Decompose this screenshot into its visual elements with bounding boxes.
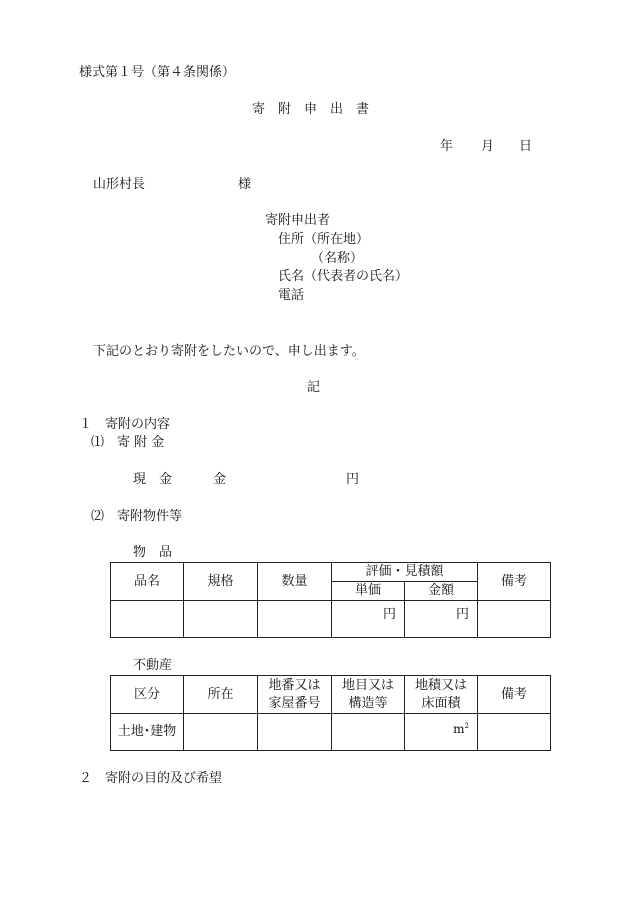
applicant-heading: 寄附申出者 <box>265 213 331 228</box>
document-title: 寄 附 申 出 書 <box>252 102 370 117</box>
goods-header-total: 金額 <box>405 582 478 601</box>
goods-unit-price-cell[interactable] <box>332 601 405 638</box>
section2-title: ２ 寄附の目的及び希望 <box>79 771 223 786</box>
goods-table <box>110 562 551 638</box>
goods-total-cell[interactable] <box>405 601 478 638</box>
realestate-header-location: 所在 <box>184 676 258 714</box>
applicant-person-label: 氏名（代表者の氏名） <box>278 269 409 284</box>
area-unit-sup: 2 <box>464 722 469 730</box>
goods-header-qty: 数量 <box>258 563 332 601</box>
donation-money-title: ⑴ 寄 附 金 <box>91 435 165 450</box>
statement-text: 下記のとおり寄附をしたいので、申し出ます。 <box>93 344 365 359</box>
type-line1: 地目又は <box>341 677 394 693</box>
addressee-honorific: 様 <box>238 177 252 192</box>
goods-header-item: 品名 <box>111 563 184 601</box>
yen-unit: 円 <box>346 472 360 487</box>
goods-caption: 物 品 <box>133 545 173 560</box>
applicant-phone-label: 電話 <box>278 288 305 303</box>
date-month: 月 <box>481 139 495 154</box>
goods-qty-cell[interactable] <box>258 601 332 638</box>
goods-header-valuation: 評価・見積額 <box>332 563 478 582</box>
amount-label: 金 <box>213 472 227 487</box>
date-day: 日 <box>519 139 533 154</box>
yen-unit: 円 <box>382 607 396 622</box>
goods-spec-cell[interactable] <box>184 601 258 638</box>
form-number: 様式第１号（第４条関係） <box>79 65 236 80</box>
realestate-header-remarks: 備考 <box>478 676 551 714</box>
realestate-location-cell[interactable] <box>184 714 258 751</box>
lot-line1: 地番又は <box>268 677 321 693</box>
realestate-header-area <box>405 676 478 714</box>
realestate-header-category: 区分 <box>111 676 184 714</box>
lot-line2: 家屋番号 <box>268 695 321 711</box>
date-year: 年 <box>440 139 454 154</box>
goods-remarks-cell[interactable] <box>478 601 551 638</box>
cash-label: 現 金 <box>133 472 173 487</box>
yen-unit: 円 <box>456 607 470 622</box>
realestate-category-cell: 土地･建物 <box>111 714 184 751</box>
applicant-address-label: 住所（所在地） <box>278 232 370 247</box>
goods-header-remarks: 備考 <box>478 563 551 601</box>
applicant-orgname-label: （名称） <box>311 251 364 266</box>
type-line2: 構造等 <box>348 695 388 711</box>
realestate-header-type <box>332 676 405 714</box>
realestate-table <box>110 675 551 751</box>
realestate-area-cell[interactable] <box>405 714 478 751</box>
goods-header-spec: 規格 <box>184 563 258 601</box>
realestate-header-lot <box>258 676 332 714</box>
area-line1: 地積又は <box>414 677 467 693</box>
ki-heading: 記 <box>307 380 321 395</box>
goods-item-cell[interactable] <box>111 601 184 638</box>
realestate-remarks-cell[interactable] <box>478 714 551 751</box>
realestate-type-cell[interactable] <box>332 714 405 751</box>
area-unit: m <box>453 722 465 736</box>
area-line2: 床面積 <box>421 695 461 711</box>
donation-goods-title: ⑵ 寄附物件等 <box>91 509 183 524</box>
section1-title: １ 寄附の内容 <box>79 417 171 432</box>
goods-header-unit-price: 単価 <box>332 582 405 601</box>
addressee-name: 山形村長 <box>93 177 146 192</box>
realestate-lot-cell[interactable] <box>258 714 332 751</box>
realestate-caption: 不動産 <box>133 658 173 673</box>
